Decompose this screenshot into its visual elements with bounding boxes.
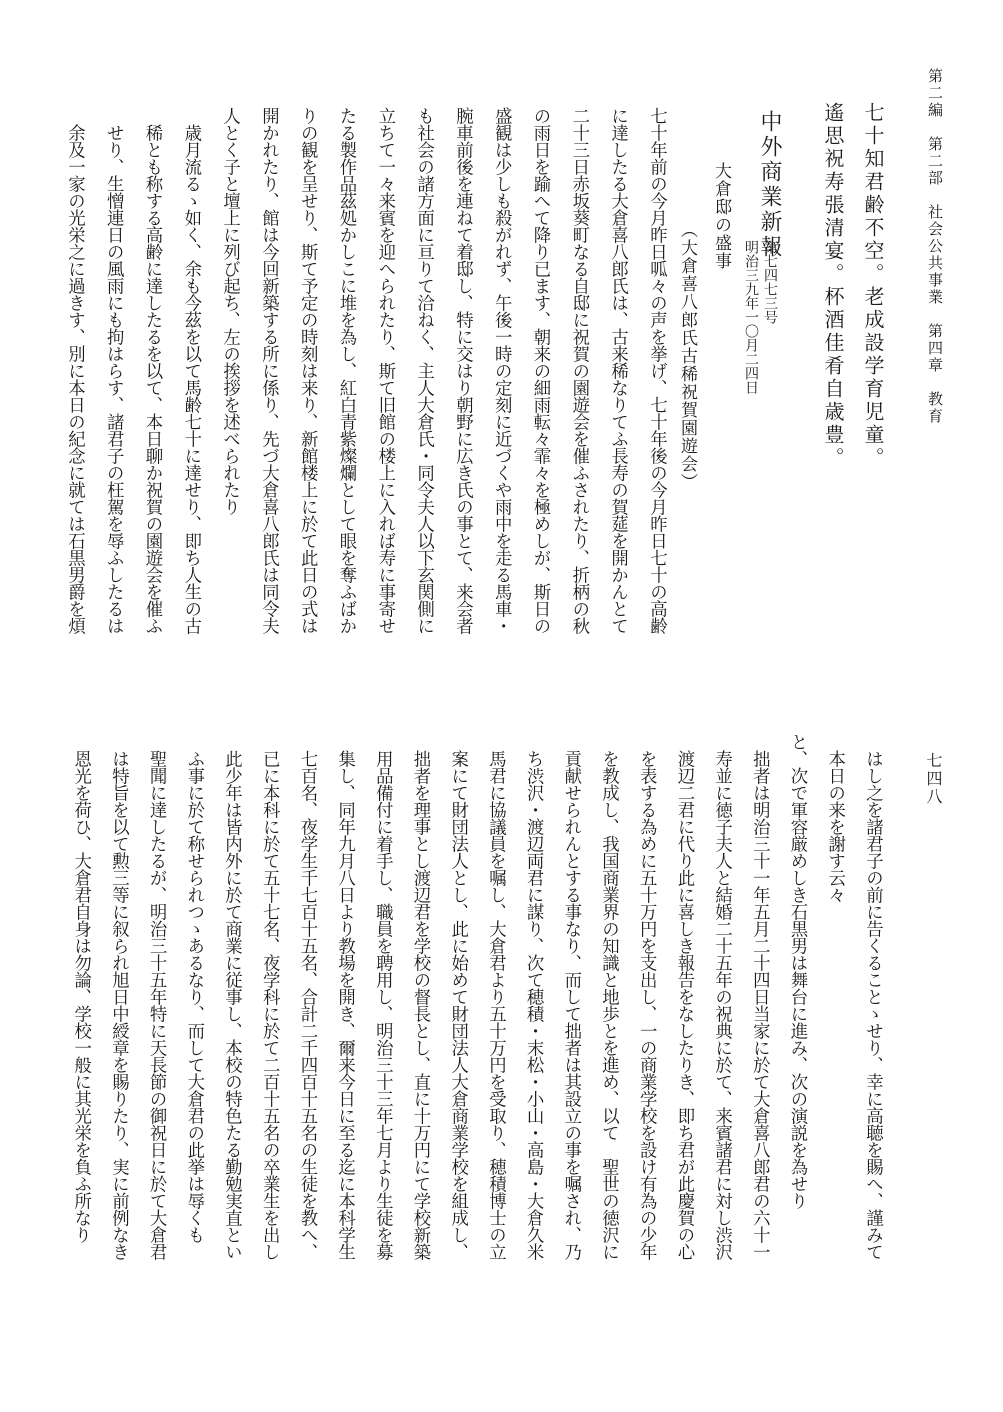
text-column: ち渋沢・渡辺両君に謀り、次て穂積・末松・小山・高島・大倉久米 [523, 733, 544, 1260]
text-column: ふ事に於て称せられつゝあるなり、而して大倉君の此挙は辱くも [183, 733, 204, 1243]
text-column: 貢献せられんとする事なり、而して拙者は其設立の事を嘱され、乃 [560, 733, 581, 1260]
text-column: を教成し、我国商業界の知識と地歩とを進め、以て 聖世の徳沢に [598, 733, 619, 1260]
text-column: を表する為めに五十万円を支出し、一の商業学校を設け有為の少年 [636, 733, 657, 1260]
text-column: 二十三日赤坂葵町なる自邸に祝賀の園遊会を催ふされたり、折柄の秋 [568, 107, 589, 634]
text-column: 余及一家の光栄之に過きす、別に本日の紀念に就ては石黒男爵を煩 [64, 107, 85, 634]
text-column: 腕車前後を連ねて着邸し、特に交はり朝野に広き氏の事とて、来会者 [452, 107, 473, 634]
text-column: せり、生憎連日の風雨にも拘はらす、諸君子の枉駕を辱ふしたるは [103, 107, 124, 634]
text-column: たる製作品茲処かしこに堆を為し、紅白青紫燦爛として眼を奪ふばか [336, 107, 356, 634]
text-column: と、次で軍容厳めしき石黒男は舞台に進み、次の演説を為せり [787, 733, 807, 1209]
text-column: 盛観は少しも殺がれず、午後一時の定刻に近づくや雨中を走る馬車・ [491, 107, 512, 634]
text-column: に達したる大倉喜八郎氏は、古来稀なりてふ長寿の賀莚を開かんとて [607, 107, 628, 634]
text-column: の雨日を踰へて降り已ます、朝来の細雨転々霏々を極めしが、斯日の [530, 107, 550, 634]
text-column: 歳月流るゝ如く、余も今茲を以て馬齢七十に達せり、即ち人生の古 [180, 107, 201, 634]
text-column: 渡辺二君に代り此に喜しき報告をなしたりき、即ち君が此慶賀の心 [673, 733, 694, 1260]
newspaper-issue-date: 明治三九年一〇月二四日 [743, 240, 759, 394]
text-column: はし之を諸君子の前に告くることゝせり、幸に高聴を賜へ、謹みて [862, 733, 883, 1260]
text-column: 七百名、夜学生千七百十五名、合計二千四百十五名の生徒を教へ、 [296, 733, 317, 1260]
text-column: 此少年は皆内外に於て商業に従事し、本校の特色たる勤勉実直とい [221, 733, 242, 1260]
page-number: 七四八 [924, 752, 943, 806]
text-column: 稀とも称する高齢に達したるを以て、本日聊か祝賀の園遊会を催ふ [142, 107, 162, 634]
text-column: 七十年前の今月昨日呱々の声を挙げ、七十年後の今月昨日七十の高齢 [646, 107, 667, 634]
text-column: も社会の諸方面に亘りて洽ねく、主人大倉氏・同令夫人以下玄関側に [413, 107, 434, 634]
text-column: りの観を呈せり、斯て予定の時刻は来り、新館楼上に於て此日の式は [297, 107, 318, 634]
text-column: 恩光を荷ひ、大倉君自身は勿論、学校一般に其光栄を負ふ所なり [70, 733, 91, 1243]
poem-line-2: 遙思祝寿張清宴。杯酒佳肴自歳豊。 [821, 102, 845, 470]
text-column: 拙者を理事とし渡辺君を学校の督長とし、直に十万円にて学校新築 [410, 733, 430, 1260]
article-heading: 大倉邸の盛事 [711, 162, 731, 270]
text-column: 人とく子と壇上に列び起ち、左の挨拶を述べられたり [219, 107, 240, 515]
text-column: 本日の来を謝す云々 [824, 733, 845, 903]
text-column: は特旨を以て勲三等に叙られ旭日中綬章を賜りたり、実に前例なき [108, 733, 129, 1260]
newspaper-issue-no: 第七四七三号 [762, 240, 778, 324]
text-column: 已に本科に於て五十七名、夜学科に於て二百十五名の卒業生を出し [259, 733, 280, 1260]
text-column: 拙者は明治三十一年五月二十四日当家に於て大倉喜八郎君の六十一 [749, 733, 770, 1260]
poem-line-1: 七十知君齢不空。老成設学育児童。 [861, 102, 885, 470]
text-column: 案にて財団法人とし、此に始めて財団法人大倉商業学校を組成し、 [447, 733, 468, 1260]
newspaper-name: 中外商業新報 [757, 110, 782, 260]
text-column: 寿並に徳子夫人と結婚二十五年の祝典に於て、来賓諸君に対し渋沢 [711, 733, 732, 1260]
running-head: 第二編 第二部 社会公共事業 第四章 教育 [926, 68, 944, 425]
text-column: 集し、同年九月八日より教場を開き、爾来今日に至る迄に本科学生 [334, 733, 355, 1260]
text-column: 開かれたり、館は今回新築する所に係り、先づ大倉喜八郎氏は同令夫 [258, 107, 279, 634]
text-column: 立ちて一々来賓を迎へられたり、斯て旧館の楼上に入れば寿に事寄せ [374, 107, 395, 634]
article-subtitle: （大倉喜八郎氏古稀祝賀園遊会） [677, 221, 697, 491]
text-column: 聖聞に達したるが、明治三十五年特に天長節の御祝日に於て大倉君 [146, 733, 167, 1260]
text-column: 用品備付に着手し、職員を聘用し、明治三十三年七月より生徒を募 [372, 733, 393, 1260]
text-column: 馬君に協議員を嘱し、大倉君より五十万円を受取り、穂積博士の立 [485, 733, 506, 1260]
